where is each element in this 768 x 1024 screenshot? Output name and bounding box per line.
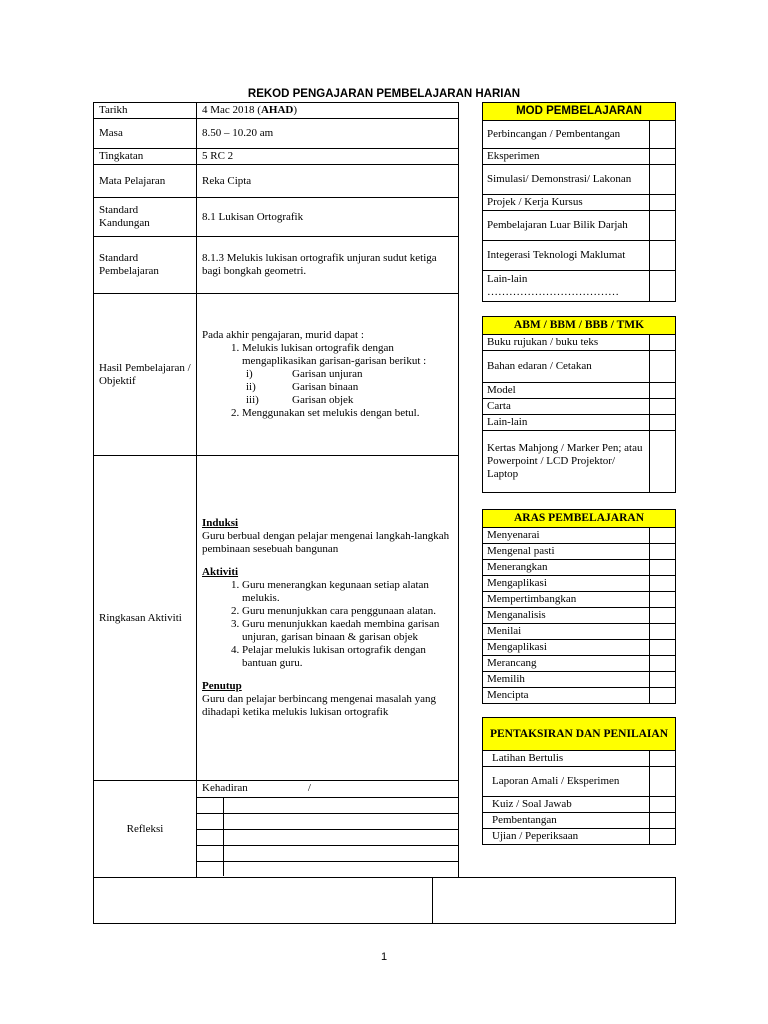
abm-item: Model (483, 383, 650, 399)
checkbox[interactable] (650, 528, 676, 544)
checkbox[interactable] (650, 560, 676, 576)
checkbox[interactable] (650, 592, 676, 608)
mod-item: Projek / Kerja Kursus (483, 195, 650, 211)
aras-item: Mengenal pasti (483, 544, 650, 560)
standard-kandungan-value: 8.1 Lukisan Ortografik (197, 198, 459, 237)
mod-item-lain: Lain-lain ……………………………… (483, 271, 650, 302)
refleksi-grid (197, 781, 459, 878)
mod-item: Simulasi/ Demonstrasi/ Lakonan (483, 165, 650, 195)
checkbox[interactable] (650, 241, 676, 271)
mod-item: Pembelajaran Luar Bilik Darjah (483, 211, 650, 241)
mata-pelajaran-label: Mata Pelajaran (94, 165, 197, 198)
abm-item-kertas: Kertas Mahjong / Marker Pen; atau Powerpoint / LCD Projektor/ Laptop (483, 431, 650, 493)
standard-pembelajaran-value: 8.1.3 Melukis lukisan ortografik unjuran sudut ketiga bagi bongkah geometri. (197, 237, 459, 294)
aras-item: Mencipta (483, 688, 650, 704)
objektif-sublist: i) Garisan unjuran ii) Garisan binaan iii) Garisan objek (246, 368, 363, 406)
masa-value: 8.50 – 10.20 am (197, 119, 459, 149)
checklist-table (482, 102, 676, 845)
checkbox[interactable] (650, 165, 676, 195)
abm-item: Carta (483, 399, 650, 415)
abm-item: Bahan edaran / Cetakan (483, 351, 650, 383)
checkbox[interactable] (650, 751, 676, 767)
aras-item: Mempertimbangkan (483, 592, 650, 608)
aras-item: Menganalisis (483, 608, 650, 624)
aras-item: Mengaplikasi (483, 576, 650, 592)
lesson-info-table (93, 102, 459, 878)
aras-item: Menilai (483, 624, 650, 640)
checkbox[interactable] (650, 624, 676, 640)
tarikh-label: Tarikh (94, 103, 197, 119)
checkbox[interactable] (650, 415, 676, 431)
tingkatan-label: Tingkatan (94, 149, 197, 165)
pentaksiran-item: Ujian / Peperiksaan (483, 829, 650, 845)
aktiviti-title: Aktiviti (202, 566, 239, 578)
standard-kandungan-label: Standard Kandungan (94, 198, 197, 237)
aktiviti-item: 4. Pelajar melukis lukisan ortografik dengan bantuan guru. (242, 644, 453, 670)
checkbox[interactable] (650, 271, 676, 302)
checkbox[interactable] (650, 121, 676, 149)
abm-item: Lain-lain (483, 415, 650, 431)
checkbox[interactable] (650, 656, 676, 672)
aras-item: Menerangkan (483, 560, 650, 576)
objektif-item-1: 1. Melukis lukisan ortografik dengan mengaplikasikan garisan-garisan berikut : (242, 342, 453, 368)
tingkatan-value: 5 RC 2 (197, 149, 459, 165)
mod-item: Perbincangan / Pembentangan (483, 121, 650, 149)
pentaksiran-item: Pembentangan (483, 813, 650, 829)
aras-item: Memilih (483, 672, 650, 688)
bottom-notes-box (93, 877, 676, 924)
kehadiran-row: Kehadiran / (197, 781, 458, 797)
aktiviti-item: 3. Guru menunjukkan kaedah membina garisan unjuran, garisan binaan & garisan objek (242, 618, 453, 644)
masa-label: Masa (94, 119, 197, 149)
mod-item: Eksperimen (483, 149, 650, 165)
checkbox[interactable] (650, 149, 676, 165)
objektif-content (197, 294, 459, 456)
standard-pembelajaran-label: Standard Pembelajaran (94, 237, 197, 294)
aras-header: ARAS PEMBELAJARAN (483, 510, 676, 528)
induksi-title: Induksi (202, 517, 239, 529)
aras-item: Merancang (483, 656, 650, 672)
aras-item: Mengaplikasi (483, 640, 650, 656)
mod-item: Integerasi Teknologi Maklumat (483, 241, 650, 271)
ringkasan-content (197, 456, 459, 781)
checkbox[interactable] (650, 608, 676, 624)
checkbox[interactable] (650, 767, 676, 797)
checkbox[interactable] (650, 351, 676, 383)
tarikh-value: 4 Mac 2018 (AHAD) (197, 103, 459, 119)
pentaksiran-item: Latihan Bertulis (483, 751, 650, 767)
checkbox[interactable] (650, 829, 676, 845)
pentaksiran-item: Laporan Amali / Eksperimen (483, 767, 650, 797)
checkbox[interactable] (650, 813, 676, 829)
checkbox[interactable] (650, 797, 676, 813)
ringkasan-label: Ringkasan Aktiviti (94, 456, 197, 781)
checkbox[interactable] (650, 399, 676, 415)
mod-header: MOD PEMBELAJARAN (483, 103, 676, 121)
page-number: 1 (380, 951, 388, 963)
abm-item: Buku rujukan / buku teks (483, 335, 650, 351)
page-title: REKOD PENGAJARAN PEMBELAJARAN HARIAN (247, 88, 521, 100)
penutup-title: Penutup (202, 680, 242, 692)
aktiviti-item: 1. Guru menerangkan kegunaan setiap alatan melukis. (242, 579, 453, 605)
checkbox[interactable] (650, 640, 676, 656)
objektif-item-2: 2. Menggunakan set melukis dengan betul. (242, 407, 453, 420)
checkbox[interactable] (650, 335, 676, 351)
checkbox[interactable] (650, 576, 676, 592)
induksi-text: Guru berbual dengan pelajar mengenai langkah-langkah pembinaan sesebuah bangunan (202, 530, 450, 555)
checkbox[interactable] (650, 195, 676, 211)
objektif-label: Hasil Pembelajaran / Objektif (94, 294, 197, 456)
checkbox[interactable] (650, 688, 676, 704)
checkbox[interactable] (650, 431, 676, 493)
checkbox[interactable] (650, 544, 676, 560)
checkbox[interactable] (650, 383, 676, 399)
checkbox[interactable] (650, 672, 676, 688)
objektif-intro: Pada akhir pengajaran, murid dapat : (202, 329, 364, 341)
aras-item: Menyenarai (483, 528, 650, 544)
pentaksiran-item: Kuiz / Soal Jawab (483, 797, 650, 813)
aktiviti-item: 2. Guru menunjukkan cara penggunaan alatan. (242, 605, 453, 618)
refleksi-label: Refleksi (94, 781, 197, 878)
penutup-text: Guru dan pelajar berbincang mengenai masalah yang dihadapi ketika melukis lukisan ortografik (202, 693, 436, 718)
checkbox[interactable] (650, 211, 676, 241)
mata-pelajaran-value: Reka Cipta (197, 165, 459, 198)
pentaksiran-header: PENTAKSIRAN DAN PENILAIAN (483, 718, 676, 751)
abm-header: ABM / BBM / BBB / TMK (483, 317, 676, 335)
